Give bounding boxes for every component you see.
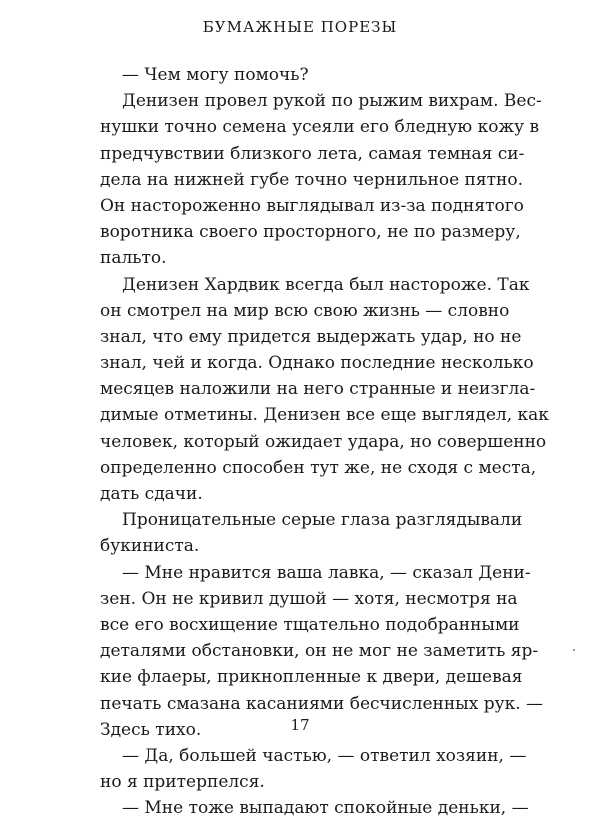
- text-line: дела на нижней губе точно чернильное пятно.: [100, 169, 523, 190]
- text-line: воротника своего просторного, не по размеру,: [100, 222, 521, 243]
- body-text: [100, 62, 549, 821]
- text-line: Здесь тихо.: [100, 719, 202, 740]
- text-line: нушки точно семена усеяли его бледную кожу в: [100, 117, 540, 138]
- text-line: Денизен провел рукой по рыжим вихрам. Вес-: [122, 91, 542, 112]
- text-line: Проницательные серые глаза разглядывали: [122, 510, 523, 531]
- text-line: знал, чей и когда. Однако последние несколько: [100, 353, 534, 374]
- text-line: предчувствии близкого лета, самая темная си-: [100, 143, 525, 164]
- text-line: знал, что ему придется выдержать удар, но не: [100, 326, 522, 347]
- text-line: но я притерпелся.: [100, 772, 265, 793]
- text-line: зен. Он не кривил душой — хотя, несмотря на: [100, 588, 518, 609]
- text-line: — Чем могу помочь?: [122, 65, 309, 85]
- text-line: — Мне нравится ваша лавка, — сказал Дени-: [122, 562, 531, 583]
- text-line: букиниста.: [100, 536, 200, 557]
- running-head: БУМАЖНЫЕ ПОРЕЗЫ: [202, 18, 398, 36]
- text-line: Денизен Хардвик всегда был настороже. Так: [122, 274, 530, 295]
- text-line: он смотрел на мир всю свою жизнь — словно: [100, 300, 510, 321]
- text-line: деталями обстановки, он не мог не заметить яр-: [100, 641, 539, 662]
- text-line: пальто.: [100, 248, 167, 269]
- text-line: димые отметины. Денизен все еще выглядел, как: [100, 405, 549, 426]
- text-line: печать смазана касаниями бесчисленных рук. —: [100, 693, 544, 714]
- text-line: — Мне тоже выпадают спокойные деньки, —: [122, 798, 529, 819]
- text-line: все его восхищение тщательно подобранными: [100, 614, 520, 635]
- text-line: человек, который ожидает удара, но совершенно: [100, 431, 547, 452]
- page-number: 17: [290, 716, 310, 734]
- text-line: кие флаеры, прикнопленные к двери, дешевая: [100, 667, 523, 688]
- text-line: Он настороженно выглядывал из-за поднятого: [100, 195, 524, 216]
- print-speck: [573, 649, 575, 651]
- text-line: определенно способен тут же, не сходя с места,: [100, 457, 537, 478]
- text-line: месяцев наложили на него странные и неизгла-: [100, 379, 536, 400]
- text-line: — Да, большей частью, — ответил хозяин, —: [122, 745, 527, 766]
- text-line: дать сдачи.: [100, 484, 203, 504]
